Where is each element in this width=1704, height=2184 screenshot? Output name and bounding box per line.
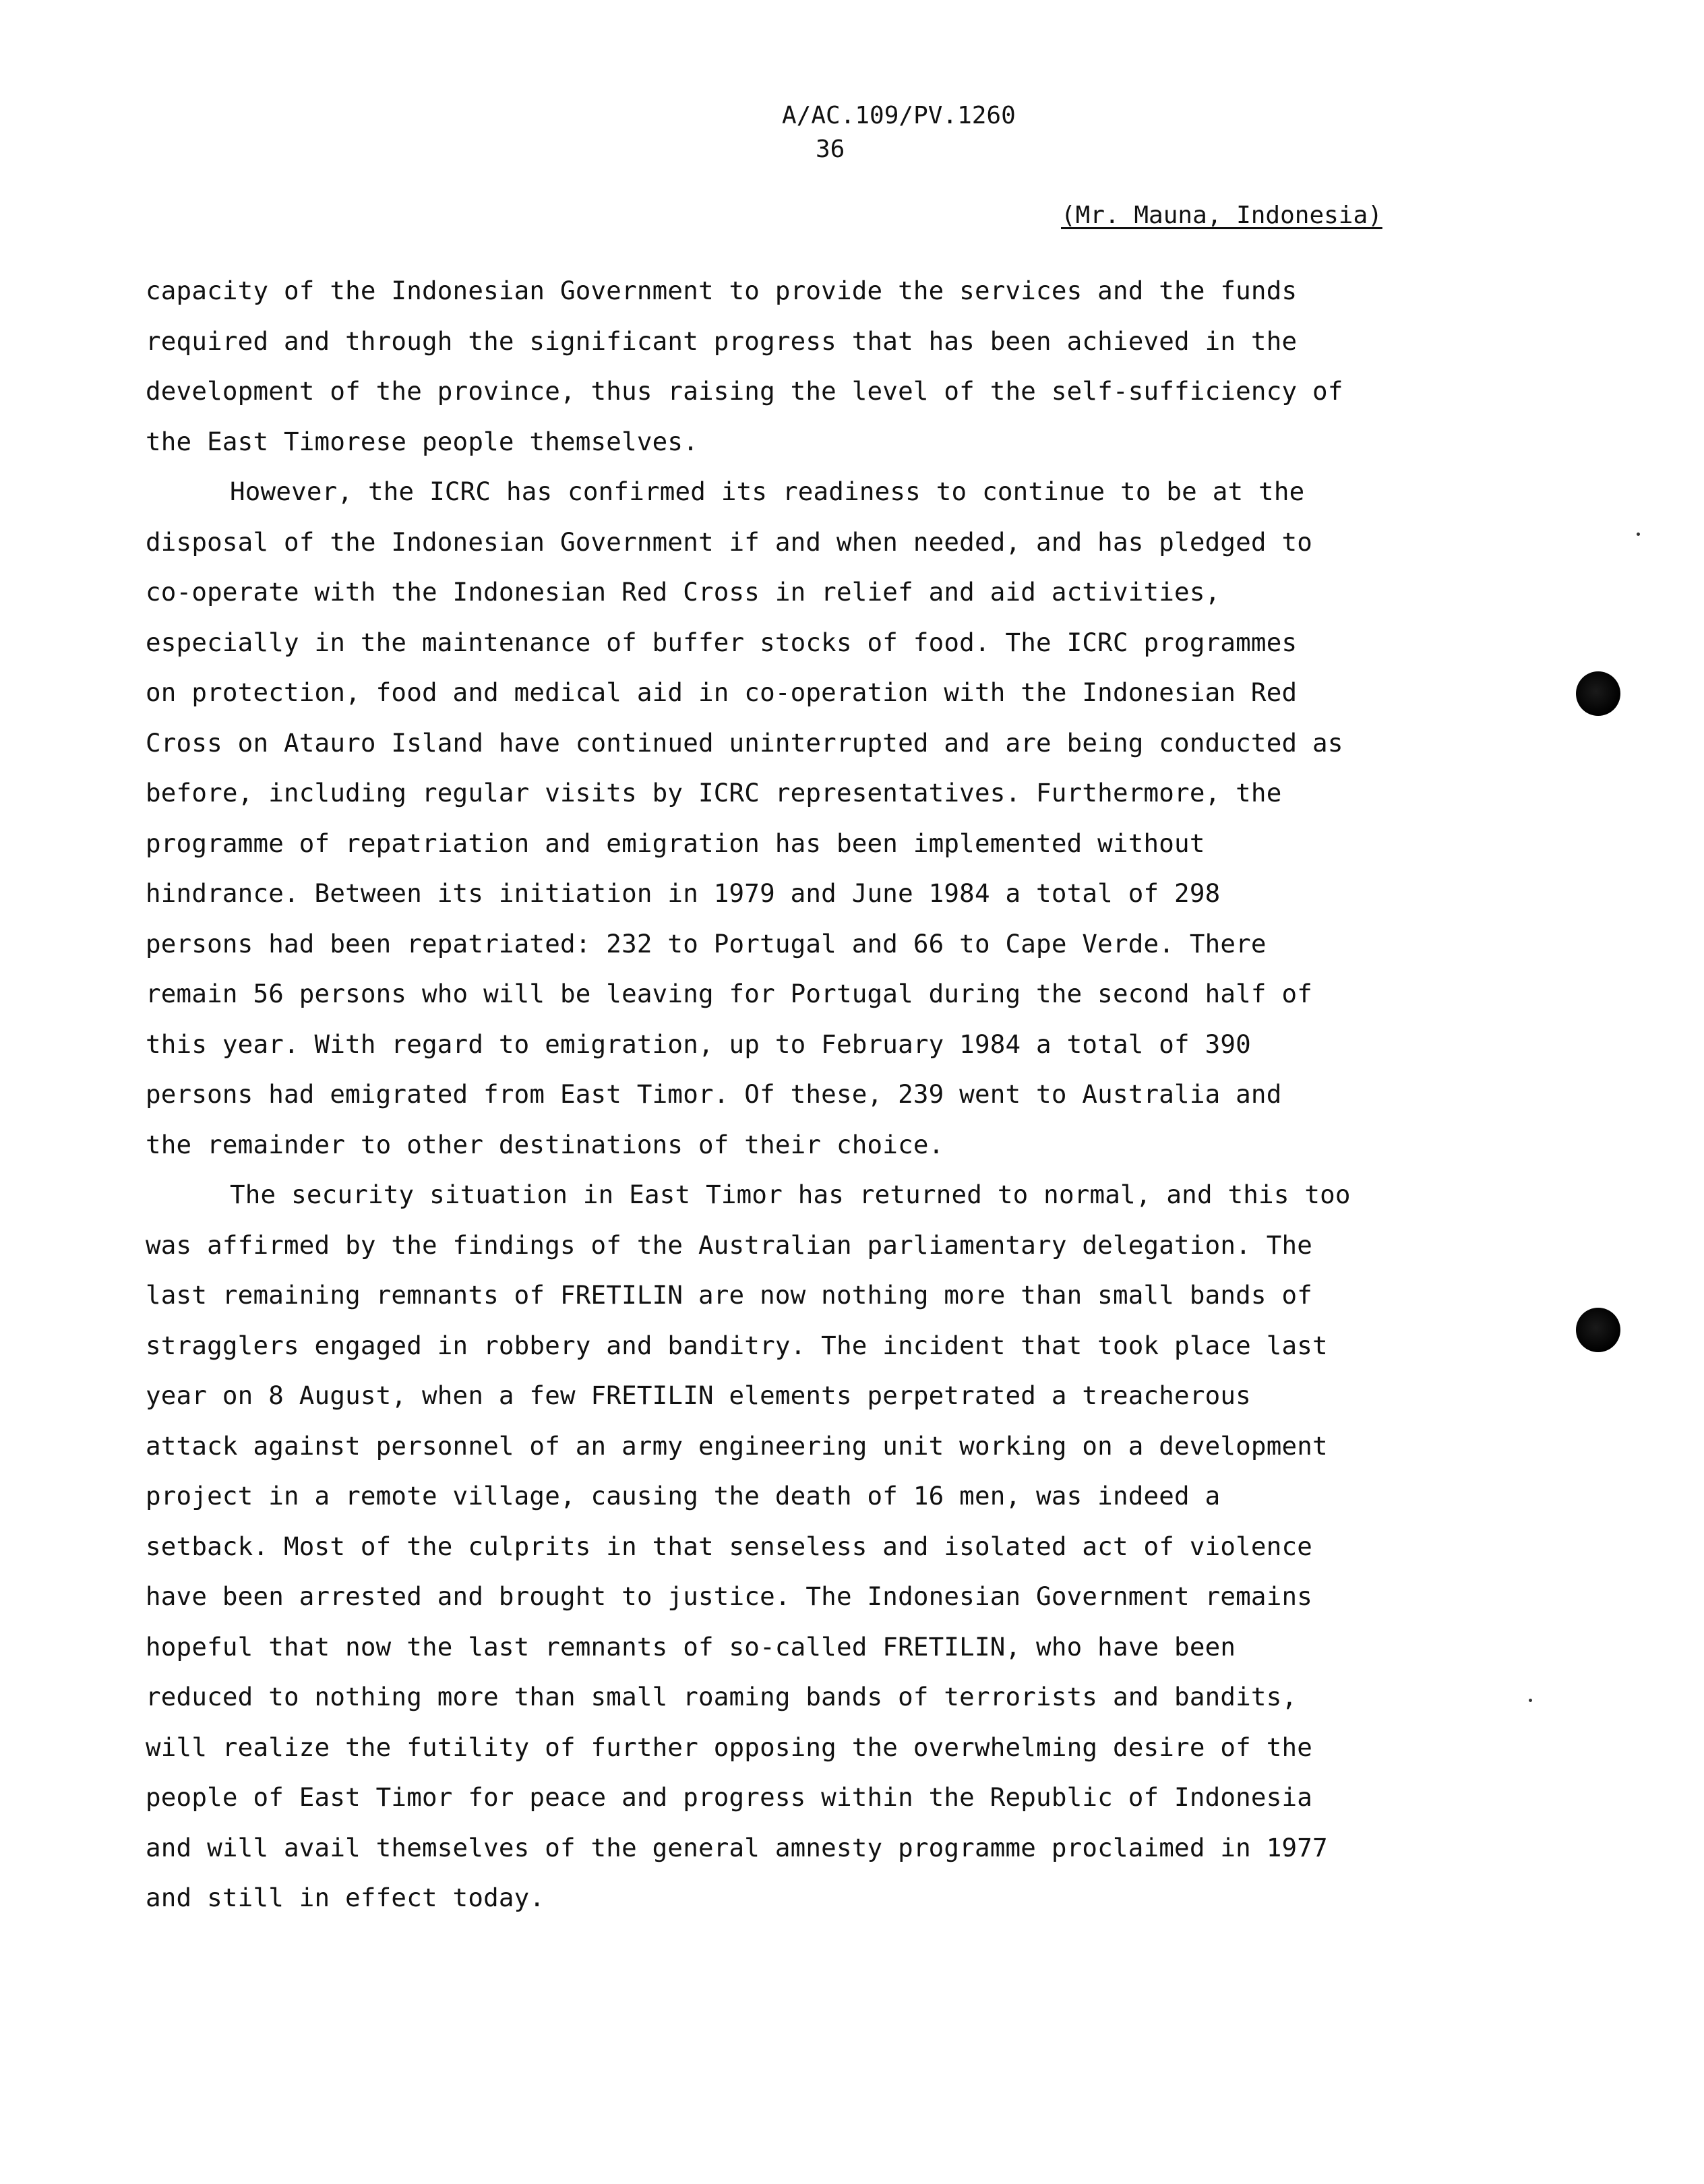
punch-hole [1576, 671, 1620, 716]
text-line: project in a remote village, causing the death of 16 men, was indeed a [146, 1481, 1221, 1511]
text-line: development of the province, thus raising the level of the self-sufficiency of [146, 376, 1343, 406]
text-line: before, including regular visits by ICRC representatives. Furthermore, the [146, 778, 1282, 808]
document-symbol: A/AC.109/PV.1260 [782, 102, 1016, 129]
text-line: required and through the significant progress that has been achieved in the [146, 326, 1298, 356]
text-line: capacity of the Indonesian Government to provide the services and the funds [146, 276, 1298, 305]
speaker-name: (Mr. Mauna, Indonesia) [1061, 202, 1382, 229]
text-line: on protection, food and medical aid in co-operation with the Indonesian Red [146, 677, 1298, 707]
text-line: have been arrested and brought to justice. The Indonesian Government remains [146, 1581, 1313, 1611]
text-line: setback. Most of the culprits in that senseless and isolated act of violence [146, 1531, 1313, 1561]
paragraph-first-line: The security situation in East Timor has returned to normal, and this too [230, 1180, 1351, 1209]
document-body [146, 266, 1467, 1923]
text-line: last remaining remnants of FRETILIN are now nothing more than small bands of [146, 1280, 1313, 1310]
text-line: attack against personnel of an army engineering unit working on a development [146, 1430, 1328, 1461]
page-number: 36 [816, 135, 845, 163]
text-line: hopeful that now the last remnants of so-called FRETILIN, who have been [146, 1631, 1236, 1662]
text-line: reduced to nothing more than small roaming bands of terrorists and bandits, [146, 1682, 1298, 1711]
text-line: the remainder to other destinations of their choice. [146, 1129, 944, 1159]
text-line: was affirmed by the findings of the Australian parliamentary delegation. The [146, 1230, 1313, 1260]
text-line: programme of repatriation and emigration has been implemented without [146, 828, 1205, 858]
paragraph-first-line: However, the ICRC has confirmed its readiness to continue to be at the [230, 477, 1305, 506]
text-line: especially in the maintenance of buffer stocks of food. The ICRC programmes [146, 627, 1298, 657]
text-line: this year. With regard to emigration, up to February 1984 a total of 390 [146, 1029, 1251, 1059]
text-line: people of East Timor for peace and progress within the Republic of Indonesia [146, 1782, 1313, 1812]
punch-hole [1576, 1308, 1620, 1352]
text-line: co-operate with the Indonesian Red Cross in relief and aid activities, [146, 577, 1221, 607]
text-line: disposal of the Indonesian Government if and when needed, and has pledged to [146, 526, 1313, 557]
speaker-attribution [1061, 200, 1382, 232]
scan-speck [1529, 1699, 1532, 1702]
text-line: and still in effect today. [146, 1883, 545, 1912]
text-line: the East Timorese people themselves. [146, 426, 698, 456]
text-line: will realize the futility of further opposing the overwhelming desire of the [146, 1732, 1313, 1762]
text-line: stragglers engaged in robbery and banditry. The incident that took place last [146, 1330, 1328, 1360]
text-line: remain 56 persons who will be leaving for Portugal during the second half of [146, 979, 1313, 1008]
text-line: Cross on Atauro Island have continued uninterrupted and are being conducted as [146, 727, 1343, 758]
text-line: and will avail themselves of the general amnesty programme proclaimed in 1977 [146, 1832, 1328, 1862]
scan-speck [1637, 533, 1640, 536]
text-line: persons had emigrated from East Timor. Of these, 239 went to Australia and [146, 1079, 1282, 1109]
text-line: hindrance. Between its initiation in 1979 and June 1984 a total of 298 [146, 878, 1221, 908]
text-line: year on 8 August, when a few FRETILIN elements perpetrated a treacherous [146, 1381, 1251, 1410]
text-line: persons had been repatriated: 232 to Portugal and 66 to Cape Verde. There [146, 928, 1267, 959]
